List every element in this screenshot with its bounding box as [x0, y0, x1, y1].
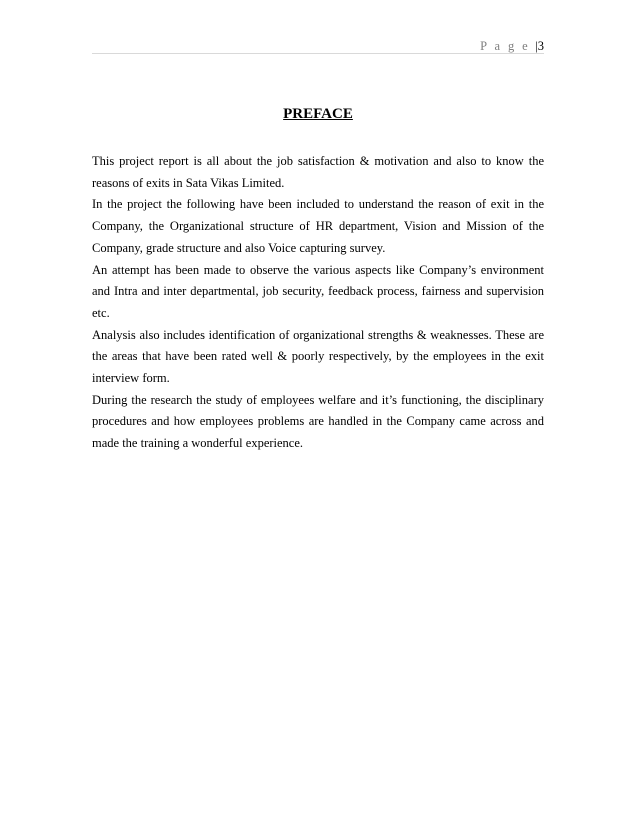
page-title: PREFACE: [283, 106, 353, 122]
header-divider: [92, 53, 544, 54]
page-label: P a g e: [480, 39, 531, 53]
page-number: 3: [537, 39, 544, 53]
paragraph: Analysis also includes identification of organizational strengths & weaknesses. These are the areas that have been rated well & poorly respectively, by the employees in the exit interview form.: [92, 327, 544, 386]
preface-body: [92, 151, 544, 455]
page-separator: |: [535, 39, 538, 53]
paragraph: An attempt has been made to observe the various aspects like Company’s environment and Intra and inter departmental, job security, feedback process, fairness and supervision etc.: [92, 262, 544, 320]
paragraph: In the project the following have been included to understand the reason of exit in the Company, the Organizational structure of HR department, Vision and Mission of the Company, grade structure and also Voice capturing survey.: [92, 197, 544, 255]
paragraph: This project report is all about the job satisfaction & motivation and also to know the reasons of exits in Sata Vikas Limited.: [92, 154, 544, 190]
paragraph: During the research the study of employees welfare and it’s functioning, the disciplinary procedures and how employees problems are handled in the Company came across and made the training a wonderful experience.: [92, 392, 544, 451]
page-header: [92, 38, 544, 54]
